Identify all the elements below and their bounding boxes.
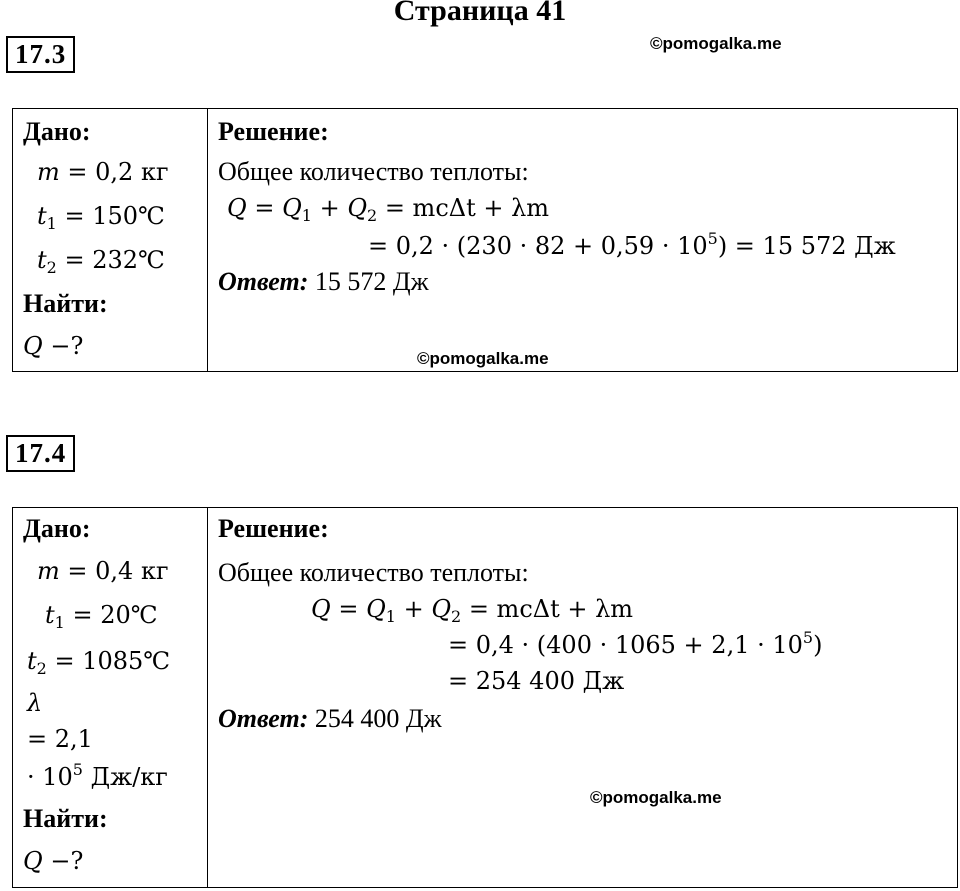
- given-t2: $t_2$ = 1085℃: [27, 647, 171, 678]
- formula-line-3: = 254 400 Дж: [448, 667, 625, 695]
- calc-exponent: 5: [707, 229, 718, 248]
- page-title: Страница 41: [393, 0, 567, 27]
- solution-label: Решение:: [218, 514, 329, 543]
- watermark: ©pomogalka.me: [650, 34, 782, 53]
- problem-table: [12, 108, 958, 372]
- watermark: ©pomogalka.me: [417, 349, 549, 368]
- problem-number: 17.4: [6, 435, 75, 472]
- formula-line-2: [368, 231, 896, 261]
- find-q-value: −?: [50, 847, 84, 875]
- problem-number: 17.3: [6, 36, 75, 73]
- given-lambda-power: [27, 762, 168, 792]
- given-mass-value: = 0,2 кг: [67, 158, 169, 186]
- answer-line: [218, 704, 442, 734]
- given-lambda: λ: [27, 689, 43, 717]
- find-label: Найти:: [23, 289, 108, 318]
- calc-end: ) = 15 572 Дж: [717, 232, 896, 260]
- formula-tail: = mcΔt + λm: [461, 595, 634, 623]
- solution-intro: Общее количество теплоты:: [218, 558, 529, 587]
- answer-label: Ответ:: [218, 267, 309, 296]
- formula-line-1: $Q = Q_1 + Q_2 = mc\Delta t + \lambda m$: [227, 194, 550, 225]
- given-t1: $t_1$ = 150℃: [37, 202, 165, 233]
- solution-label: Решение:: [218, 117, 329, 146]
- given-mass: m = 0,2 кг: [37, 158, 169, 186]
- given-t1-value: = 150℃: [64, 202, 165, 230]
- calc-main: = 0,4 · (400 · 1065 + 2,1 · 10: [448, 631, 803, 659]
- column-divider: [207, 508, 208, 887]
- given-t2: $t_2$ = 232℃: [37, 246, 165, 277]
- find-q-value: −?: [50, 332, 84, 360]
- calc-end: ): [813, 631, 823, 659]
- calc-main: = 0,2 · (230 · 82 + 0,59 · 10: [368, 232, 708, 260]
- given-lambda-value: = 2,1: [27, 725, 93, 753]
- column-divider: [207, 109, 208, 371]
- formula-tail: = mcΔt + λm: [377, 194, 550, 222]
- problem-table: [12, 507, 958, 888]
- answer-value: 254 400 Дж: [314, 704, 442, 733]
- given-label: Дано:: [23, 117, 91, 146]
- given-mass: m = 0,4 кг: [37, 557, 169, 585]
- formula-line-2: [448, 630, 822, 660]
- watermark: ©pomogalka.me: [590, 788, 722, 807]
- calc-exponent: 5: [802, 628, 814, 647]
- formula-line-1: $Q = Q_1 + Q_2 = mc\Delta t + \lambda m$: [311, 595, 634, 626]
- answer-label: Ответ:: [218, 704, 309, 733]
- find-label: Найти:: [23, 804, 108, 833]
- given-mass-value: = 0,4 кг: [67, 557, 169, 585]
- find-q: Q −?: [23, 332, 84, 360]
- given-label: Дано:: [23, 514, 91, 543]
- lambda-unit: Дж/кг: [82, 763, 168, 791]
- given-t1: $t_1$ = 20℃: [45, 601, 158, 632]
- lambda-pre: · 10: [27, 763, 73, 791]
- given-t2-value: = 1085℃: [54, 647, 171, 675]
- answer-value: 15 572 Дж: [314, 267, 429, 296]
- solution-intro: Общее количество теплоты:: [218, 157, 529, 186]
- find-q: Q −?: [23, 847, 84, 875]
- given-t2-value: = 232℃: [64, 246, 165, 274]
- given-t1-value: = 20℃: [72, 601, 158, 629]
- answer-line: [218, 267, 429, 297]
- lambda-exponent: 5: [72, 760, 83, 779]
